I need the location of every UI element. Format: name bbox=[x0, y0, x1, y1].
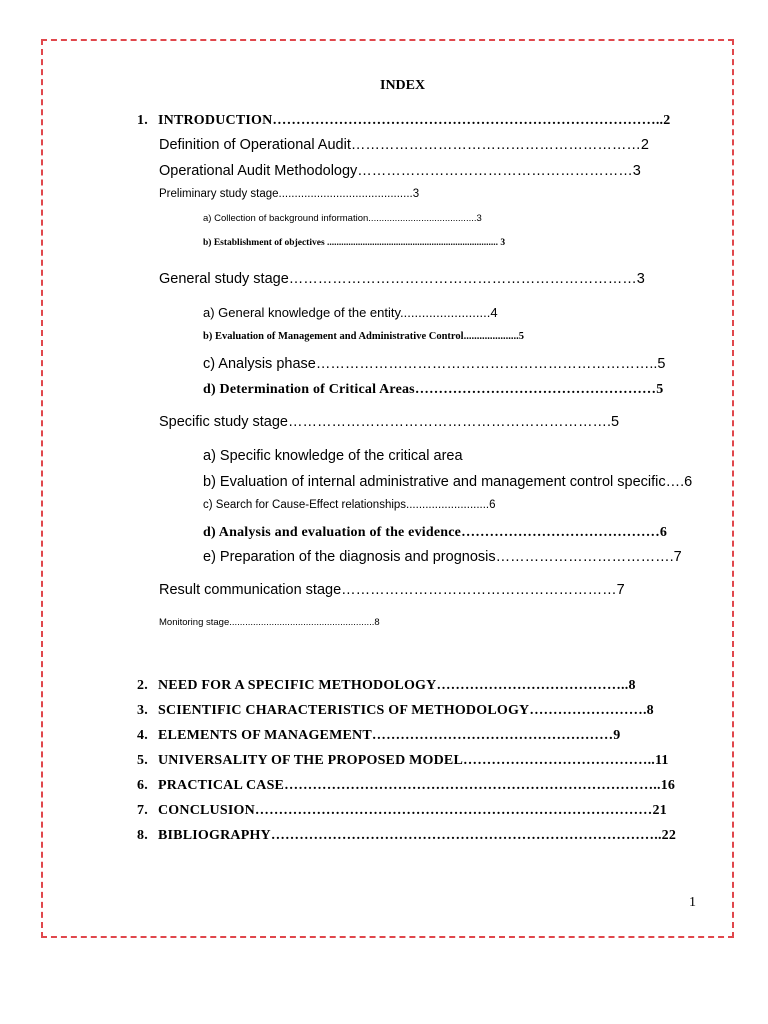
toc-label: CONCLUSION…………………………………………………………………………21 bbox=[158, 803, 667, 818]
toc-number: 1. bbox=[137, 113, 148, 128]
toc-number: 2. bbox=[137, 678, 148, 693]
toc-number: 3. bbox=[137, 703, 148, 718]
toc-entry-background[interactable]: a) Collection of background information.........................................3 bbox=[203, 213, 482, 224]
toc-entry-general-study[interactable]: General study stage………………………………………………………………3 bbox=[159, 271, 645, 287]
toc-entry-objectives[interactable]: b) Establishment of objectives ........................................................................ 3 bbox=[203, 238, 506, 248]
toc-entry-general-knowledge[interactable]: a) General knowledge of the entity.........................4 bbox=[203, 305, 498, 320]
toc-entry-methodology[interactable]: Operational Audit Methodology…………………………………………………3 bbox=[159, 163, 641, 179]
toc-number: 5. bbox=[137, 753, 148, 768]
toc-entry-diagnosis[interactable]: e) Preparation of the diagnosis and prognosis……………………………….7 bbox=[203, 549, 682, 565]
toc-entry-bibliography[interactable] bbox=[137, 828, 676, 844]
toc-entry-analysis-phase[interactable]: c) Analysis phase……………………………………………………………..5 bbox=[203, 356, 666, 372]
toc-label: BIBLIOGRAPHY………………………………………………………………………..22 bbox=[158, 828, 677, 843]
toc-entry-elements[interactable] bbox=[137, 728, 621, 744]
toc-number: 4. bbox=[137, 728, 148, 743]
toc-entry-preliminary[interactable]: Preliminary study stage..........................................3 bbox=[159, 188, 420, 200]
toc-number: 8. bbox=[137, 828, 148, 843]
toc-entry-critical-areas[interactable]: d) Determination of Critical Areas……………………………………………5 bbox=[203, 382, 664, 397]
toc-entry-introduction[interactable] bbox=[137, 113, 670, 129]
toc-entry-universality[interactable] bbox=[137, 753, 669, 769]
toc-entry-definition[interactable]: Definition of Operational Audit……………………………………………………2 bbox=[159, 137, 649, 153]
toc-label: NEED FOR A SPECIFIC METHODOLOGY…………………………………..8 bbox=[158, 678, 636, 693]
toc-label: UNIVERSALITY OF THE PROPOSED MODEL…………………………………..11 bbox=[158, 753, 669, 768]
toc-label: SCIENTIFIC CHARACTERISTICS OF METHODOLOGY…………………….8 bbox=[158, 703, 654, 718]
toc-number: 7. bbox=[137, 803, 148, 818]
toc-entry-specific-study[interactable]: Specific study stage………………………………………………………….5 bbox=[159, 414, 620, 430]
toc-entry-evaluation-internal[interactable]: b) Evaluation of internal administrative and management control specific….6 bbox=[203, 474, 693, 490]
toc-entry-specific-knowledge[interactable]: a) Specific knowledge of the critical area bbox=[203, 448, 463, 464]
toc-entry-scientific[interactable] bbox=[137, 703, 654, 719]
toc-entry-practical-case[interactable] bbox=[137, 778, 675, 794]
toc-entry-evidence[interactable]: d) Analysis and evaluation of the evidence……………………………………6 bbox=[203, 525, 668, 540]
index-title: INDEX bbox=[380, 78, 426, 93]
toc-label: PRACTICAL CASE……………………………………………………………………..16 bbox=[158, 778, 676, 793]
page-number: 1 bbox=[689, 895, 696, 910]
toc-entry-cause-effect[interactable]: c) Search for Cause-Effect relationships..........................6 bbox=[203, 499, 496, 511]
toc-label: ELEMENTS OF MANAGEMENT……………………………………………9 bbox=[158, 728, 621, 743]
toc-entry-monitoring[interactable]: Monitoring stage.......................................................8 bbox=[159, 617, 380, 628]
toc-entry-evaluation-control[interactable]: b) Evaluation of Management and Administrative Control.....................5 bbox=[203, 331, 524, 342]
toc-entry-result-communication[interactable]: Result communication stage…………………………………………………7 bbox=[159, 582, 625, 598]
toc-label: INTRODUCTION………………………………………………………………………..2 bbox=[158, 113, 671, 128]
toc-entry-conclusion[interactable] bbox=[137, 803, 667, 819]
toc-entry-need[interactable] bbox=[137, 678, 636, 694]
toc-number: 6. bbox=[137, 778, 148, 793]
